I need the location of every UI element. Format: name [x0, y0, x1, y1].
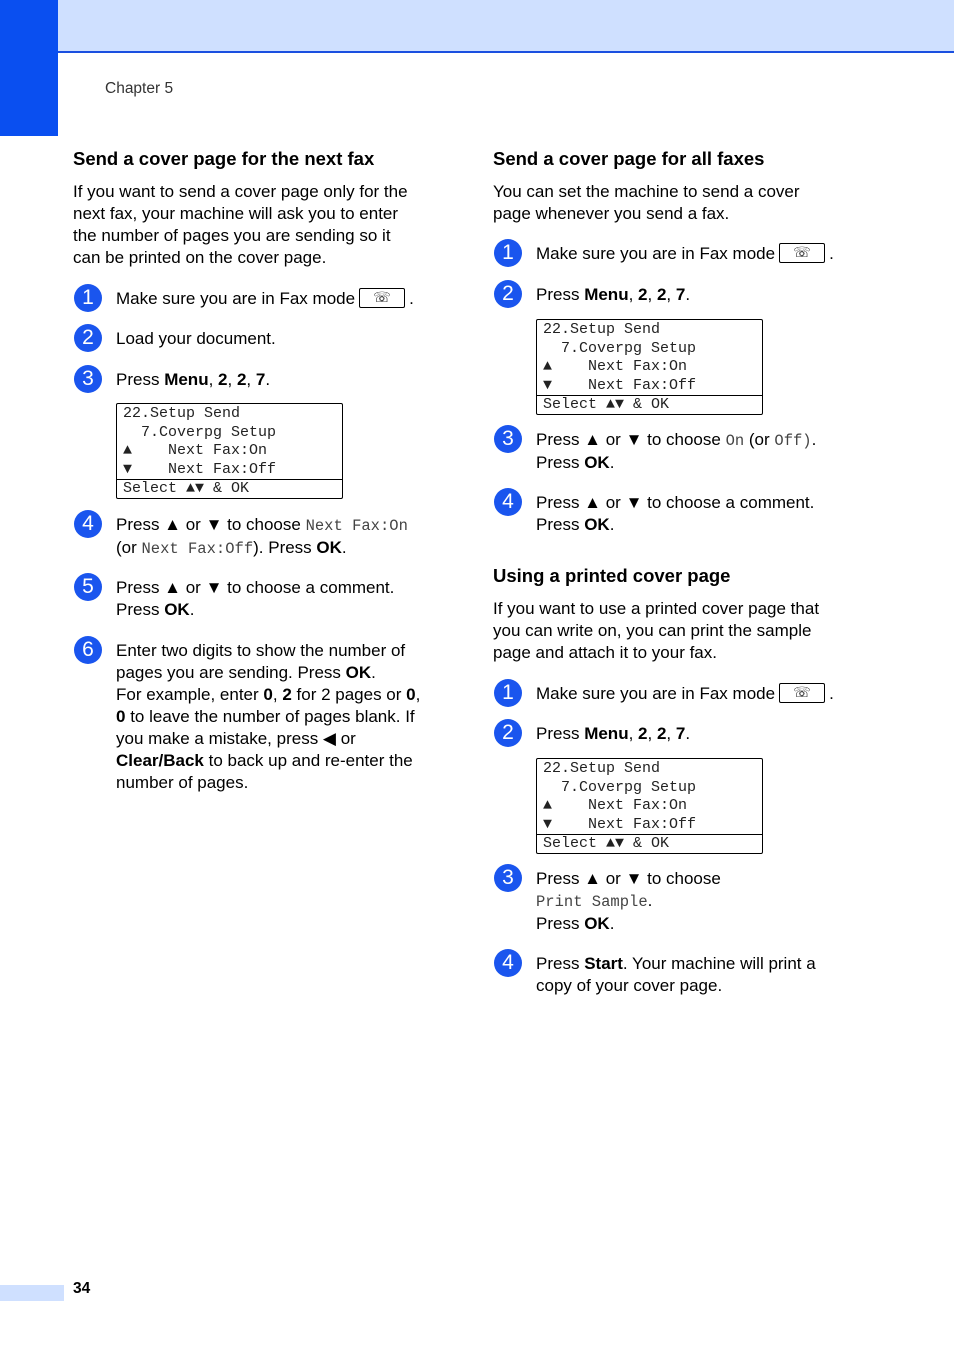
step-number: 5 — [74, 573, 102, 601]
step-number: 6 — [74, 636, 102, 664]
lcd-display: 22.Setup Send 7.Coverpg Setup ▲ Next Fax:On ▼ Next Fax:Off Select ▲▼ & OK — [116, 403, 343, 499]
right-section-title-2: Using a printed cover page — [493, 565, 731, 586]
step-number: 1 — [494, 679, 522, 707]
lcd-display: 22.Setup Send 7.Coverpg Setup ▲ Next Fax:On ▼ Next Fax:Off Select ▲▼ & OK — [536, 319, 763, 415]
step-number: 3 — [494, 425, 522, 453]
header-band — [0, 0, 954, 53]
right-intro-2: If you want to use a printed cover page that you can write on, you can print the sample page and attach it to your fax. — [493, 599, 820, 662]
step-number: 2 — [74, 324, 102, 352]
step-number: 4 — [494, 949, 522, 977]
step-number: 1 — [494, 239, 522, 267]
step-number: 3 — [494, 864, 522, 892]
left-section-title: Send a cover page for the next fax — [73, 148, 375, 169]
step-number: 2 — [494, 719, 522, 747]
step-number: 2 — [494, 280, 522, 308]
right-intro-1: You can set the machine to send a cover page whenever you send a fax. — [493, 182, 800, 223]
step-number: 1 — [74, 284, 102, 312]
left-intro: If you want to send a cover page only for the next fax, your machine will ask you to enter the number of pages you are sending so it can be printed on the cover page. — [73, 182, 408, 267]
chapter-tab — [0, 0, 58, 136]
chapter-label: Chapter 5 — [105, 80, 174, 97]
fax-mode-icon: ☏ — [779, 683, 825, 703]
footer-band — [0, 1285, 64, 1301]
lcd-display: 22.Setup Send 7.Coverpg Setup ▲ Next Fax:On ▼ Next Fax:Off Select ▲▼ & OK — [536, 758, 763, 854]
fax-mode-icon: ☏ — [779, 243, 825, 263]
right-section-title-1: Send a cover page for all faxes — [493, 148, 765, 169]
page-number: 34 — [73, 1280, 91, 1297]
step-number: 3 — [74, 365, 102, 393]
step-number: 4 — [74, 510, 102, 538]
step-number: 4 — [494, 488, 522, 516]
fax-mode-icon: ☏ — [359, 288, 405, 308]
